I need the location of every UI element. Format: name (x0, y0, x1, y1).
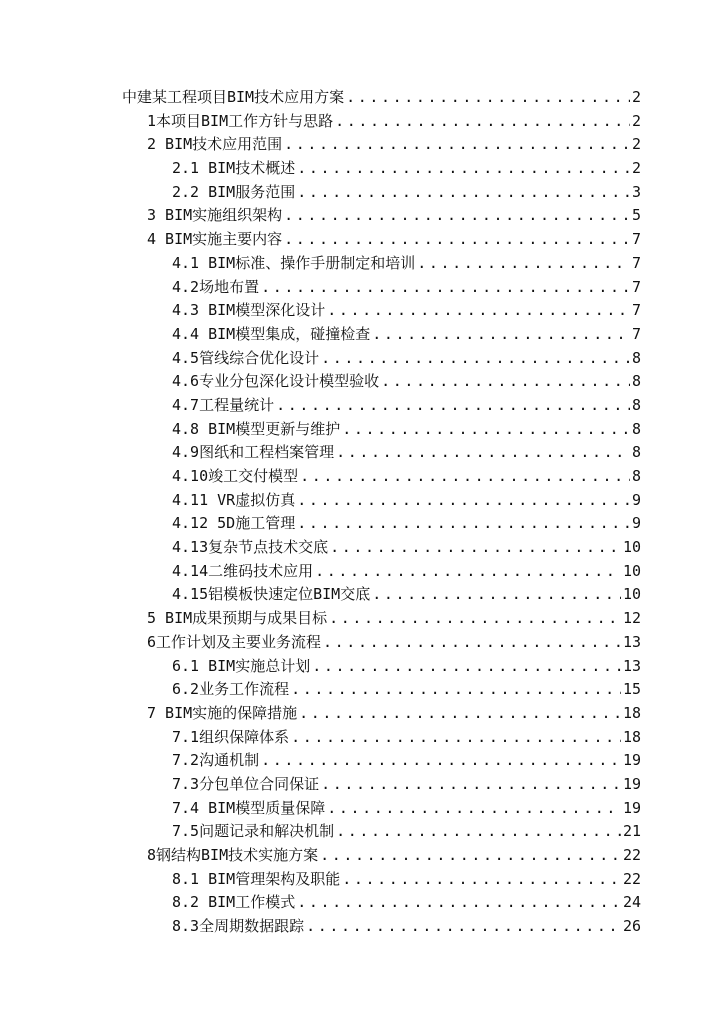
toc-entry[interactable] (0, 157, 724, 181)
toc-entry-title: 7.2沟通机制 (172, 751, 260, 770)
toc-page-number: 10 (622, 538, 641, 557)
toc-page-number: 9 (631, 514, 641, 533)
toc-entry-title: 4.2场地布置 (172, 277, 260, 296)
toc-page-number: 19 (622, 798, 641, 817)
toc-page-number: 8 (631, 467, 641, 485)
toc-leader-dots (276, 394, 630, 418)
toc-entry-title: 4.10竣工交付模型 (172, 467, 299, 485)
toc-leader-dots (321, 773, 621, 797)
toc-leader-dots (300, 465, 630, 489)
toc-page-number: 2 (631, 88, 641, 106)
toc-leader-dots (297, 891, 621, 915)
toc-leader-dots (372, 323, 630, 347)
toc-entry-title: 4.15铝模板快速定位BIM交底 (172, 585, 371, 604)
toc-entry[interactable] (0, 560, 724, 584)
toc-page-number: 2 (631, 135, 641, 154)
toc-page-number: 22 (622, 869, 641, 888)
table-of-contents (0, 86, 724, 939)
toc-leader-dots (330, 536, 621, 560)
toc-entry[interactable] (0, 536, 724, 560)
toc-page-number: 7 (631, 277, 641, 296)
toc-entry-title: 7 BIM实施的保障措施 (147, 703, 298, 722)
toc-leader-dots (261, 749, 621, 773)
toc-leader-dots (321, 347, 630, 371)
toc-entry[interactable] (0, 820, 724, 844)
toc-leader-dots (336, 441, 630, 465)
toc-leader-dots (320, 844, 621, 868)
toc-entry-title: 7.1组织保障体系 (172, 727, 290, 746)
toc-page-number: 15 (622, 680, 641, 699)
toc-entry-title: 4.11 VR虚拟仿真 (172, 490, 296, 509)
toc-entry-title: 8.1 BIM管理架构及职能 (172, 869, 341, 888)
toc-leader-dots (284, 228, 630, 252)
toc-entry[interactable] (0, 607, 724, 631)
toc-entry-title: 4.6专业分包深化设计模型验收 (172, 372, 380, 391)
toc-entry[interactable] (0, 583, 724, 607)
toc-entry[interactable] (0, 915, 724, 939)
toc-entry-title: 4.9图纸和工程档案管理 (172, 443, 335, 462)
toc-entry-title: 4.12 5D施工管理 (172, 514, 296, 533)
toc-leader-dots (372, 583, 621, 607)
toc-leader-dots (284, 133, 630, 157)
toc-entry-title: 2.1 BIM技术概述 (172, 159, 296, 178)
toc-entry[interactable] (0, 299, 724, 323)
toc-leader-dots (335, 110, 630, 134)
toc-entry[interactable] (0, 655, 724, 679)
toc-page-number: 8 (631, 443, 641, 462)
toc-entry[interactable] (0, 252, 724, 276)
toc-entry-title: 4.14二维码技术应用 (172, 561, 314, 580)
toc-leader-dots (297, 489, 630, 513)
toc-leader-dots (346, 86, 630, 110)
toc-page-number: 18 (622, 727, 641, 746)
toc-entry-title: 8.2 BIM工作模式 (172, 893, 296, 912)
toc-entry[interactable] (0, 678, 724, 702)
toc-leader-dots (342, 418, 630, 442)
toc-leader-dots (291, 726, 621, 750)
toc-leader-dots (297, 157, 630, 181)
toc-entry[interactable] (0, 86, 724, 110)
toc-entry[interactable] (0, 773, 724, 797)
toc-leader-dots (297, 512, 630, 536)
toc-leader-dots (299, 702, 621, 726)
toc-leader-dots (417, 252, 630, 276)
toc-leader-dots (291, 678, 621, 702)
toc-entry-title: 4.8 BIM模型更新与维护 (172, 419, 341, 438)
toc-entry[interactable] (0, 702, 724, 726)
toc-entry[interactable] (0, 749, 724, 773)
toc-entry-title: 1本项目BIM工作方针与思路 (147, 111, 334, 130)
toc-entry[interactable] (0, 276, 724, 300)
toc-entry-title: 4.13复杂节点技术交底 (172, 538, 329, 557)
toc-entry-title: 4.7工程量统计 (172, 395, 275, 414)
toc-leader-dots (381, 370, 630, 394)
toc-page-number: 24 (622, 893, 641, 912)
toc-entry-title: 6.1 BIM实施总计划 (172, 656, 311, 675)
toc-entry[interactable] (0, 844, 724, 868)
toc-entry[interactable] (0, 394, 724, 418)
toc-leader-dots (327, 797, 621, 821)
toc-page-number: 7 (631, 230, 641, 249)
toc-page-number: 7 (631, 324, 641, 343)
toc-leader-dots (312, 655, 621, 679)
toc-page-number: 2 (631, 159, 641, 178)
toc-page-number: 2 (631, 111, 641, 130)
toc-page-number: 19 (622, 774, 641, 793)
toc-entry-title: 6工作计划及主要业务流程 (147, 632, 322, 651)
toc-entry-title: 2.2 BIM服务范围 (172, 182, 296, 201)
toc-entry[interactable] (0, 370, 724, 394)
toc-entry[interactable] (0, 323, 724, 347)
toc-leader-dots (342, 868, 621, 892)
toc-entry-title: 2 BIM技术应用范围 (147, 135, 283, 154)
toc-page-number: 5 (631, 206, 641, 225)
toc-entry[interactable] (0, 133, 724, 157)
toc-leader-dots (284, 204, 630, 228)
toc-leader-dots (336, 820, 621, 844)
toc-entry-title: 4 BIM实施主要内容 (147, 230, 283, 249)
toc-entry-title: 6.2业务工作流程 (172, 680, 290, 699)
toc-entry[interactable] (0, 204, 724, 228)
toc-entry[interactable] (0, 110, 724, 134)
toc-entry-title: 4.3 BIM模型深化设计 (172, 301, 326, 320)
toc-page-number: 9 (631, 490, 641, 509)
toc-entry-title: 4.1 BIM标准、操作手册制定和培训 (172, 253, 416, 272)
toc-entry-title: 7.4 BIM模型质量保障 (172, 798, 326, 817)
toc-entry[interactable] (0, 631, 724, 655)
toc-page-number: 10 (622, 585, 641, 604)
toc-page-number: 22 (622, 846, 641, 864)
toc-entry[interactable] (0, 441, 724, 465)
toc-entry[interactable] (0, 489, 724, 513)
toc-entry-title: 4.4 BIM模型集成，碰撞检查 (172, 324, 371, 343)
toc-page-number: 7 (631, 301, 641, 320)
toc-entry[interactable] (0, 891, 724, 915)
toc-entry[interactable] (0, 465, 724, 489)
toc-page-number: 8 (631, 372, 641, 391)
toc-entry[interactable] (0, 797, 724, 821)
toc-page-number: 13 (622, 632, 641, 651)
toc-page-number: 7 (631, 253, 641, 272)
toc-page-number: 12 (622, 609, 641, 628)
toc-leader-dots (297, 181, 630, 205)
toc-entry[interactable] (0, 726, 724, 750)
toc-leader-dots (315, 560, 621, 584)
toc-entry-title: 3 BIM实施组织架构 (147, 206, 283, 225)
toc-entry-title: 8.3全周期数据跟踪 (172, 917, 305, 936)
toc-page-number: 18 (622, 703, 641, 722)
toc-entry-title: 中建某工程项目BIM技术应用方案 (122, 88, 345, 106)
toc-entry[interactable] (0, 512, 724, 536)
toc-leader-dots (323, 631, 621, 655)
toc-page-number: 26 (622, 917, 641, 936)
toc-leader-dots (261, 276, 630, 300)
toc-entry-title: 7.3分包单位合同保证 (172, 774, 320, 793)
toc-leader-dots (329, 607, 621, 631)
toc-entry[interactable] (0, 868, 724, 892)
toc-entry-title: 5 BIM成果预期与成果目标 (147, 609, 328, 628)
toc-page-number: 8 (631, 419, 641, 438)
toc-entry[interactable] (0, 181, 724, 205)
toc-page-number: 10 (622, 561, 641, 580)
toc-page-number: 3 (631, 182, 641, 201)
toc-entry[interactable] (0, 418, 724, 442)
toc-page-number: 8 (631, 395, 641, 414)
toc-page-number: 13 (622, 656, 641, 675)
toc-entry-title: 4.5管线综合优化设计 (172, 348, 320, 367)
toc-leader-dots (327, 299, 630, 323)
toc-page-number: 21 (622, 822, 641, 841)
toc-entry[interactable] (0, 347, 724, 371)
toc-entry-title: 8钢结构BIM技术实施方案 (147, 846, 319, 864)
toc-page-number: 19 (622, 751, 641, 770)
toc-page-number: 8 (631, 348, 641, 367)
toc-leader-dots (306, 915, 621, 939)
toc-entry[interactable] (0, 228, 724, 252)
toc-entry-title: 7.5问题记录和解决机制 (172, 822, 335, 841)
